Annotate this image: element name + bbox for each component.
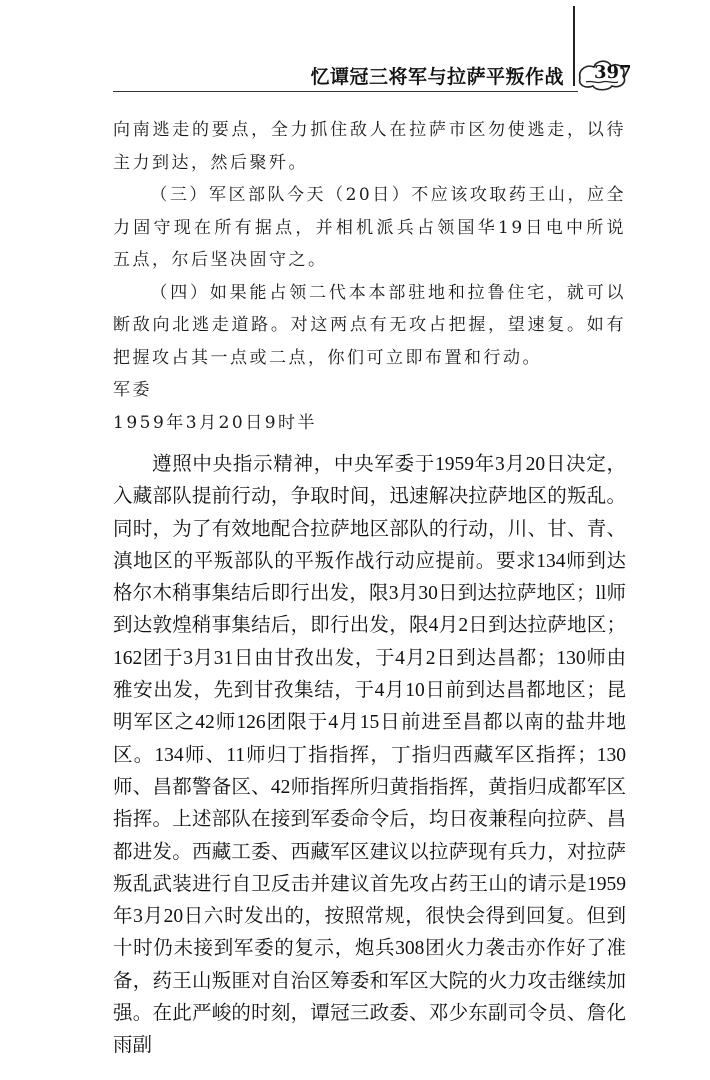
- header-rule: [113, 91, 578, 92]
- body-paragraph: 遵照中央指示精神，中央军委于1959年3月20日决定，入藏部队提前行动，争取时间，迅速解决拉萨地区的叛乱。同时，为了有效地配合拉萨地区部队的行动，川、甘、青、滇地区的平叛部队的平叛作战行动应提前。要求134师到达格尔木稍事集结后即行出发，限3月30日到达拉萨地区；ll师到达敦煌稍事集结后，即行出发，限4月2日到达拉萨地区；162团于3月31日由甘孜出发，于4月2日到达昌都；130师由雅安出发，先到甘孜集结，于4月10日前到达昌都地区；昆明军区之42师126团限于4月15日前进至昌都以南的盐井地区。134师、11师归丁指指挥，丁指归西藏军区指挥；130师、昌都警备区、42师指挥所归黄指指挥，黄指归成都军区指挥。上述部队在接到军委命令后，均日夜兼程向拉萨、昌都进发。西藏工委、西藏军区建议以拉萨现有兵力，对拉萨叛乱武装进行自卫反击并建议首先攻占药王山的请示是1959年3月20日六时发出的，按照常规，很快会得到回复。但到十时仍未接到军委的复示，炮兵308团火力袭击亦作好了准备，药王山叛匪对自治区筹委和军区大院的火力攻击继续加强。在此严峻的时刻，谭冠三政委、邓少东副司令员、詹化雨副: [113, 454, 626, 1057]
- page-number: 397: [594, 62, 632, 83]
- telegram-date: 1959年3月20日9时半: [113, 412, 318, 433]
- telegram-signature: 军委: [113, 380, 152, 400]
- running-title: 忆谭冠三将军与拉萨平叛作战: [310, 66, 564, 88]
- telegram-paragraph-3: （四）如果能占领二代本本部驻地和拉鲁住宅，就可以断敌向北逃走道路。对这两点有无攻占把握，望速复。如有把握攻占其一点或二点，你们可立即布置和行动。: [113, 282, 626, 368]
- main-body: [113, 449, 626, 1063]
- telegram-paragraph-1: 向南逃走的要点，全力抓住敌人在拉萨市区勿使逃走，以待主力到达，然后聚歼。: [113, 120, 626, 173]
- running-header: [0, 52, 710, 92]
- telegram-quote: [113, 114, 626, 439]
- telegram-paragraph-2: （三）军区部队今天（20日）不应该攻取药王山，应全力固守现在所有据点，并相机派兵占领国华19日电中所说五点，尔后坚决固守之。: [113, 185, 626, 270]
